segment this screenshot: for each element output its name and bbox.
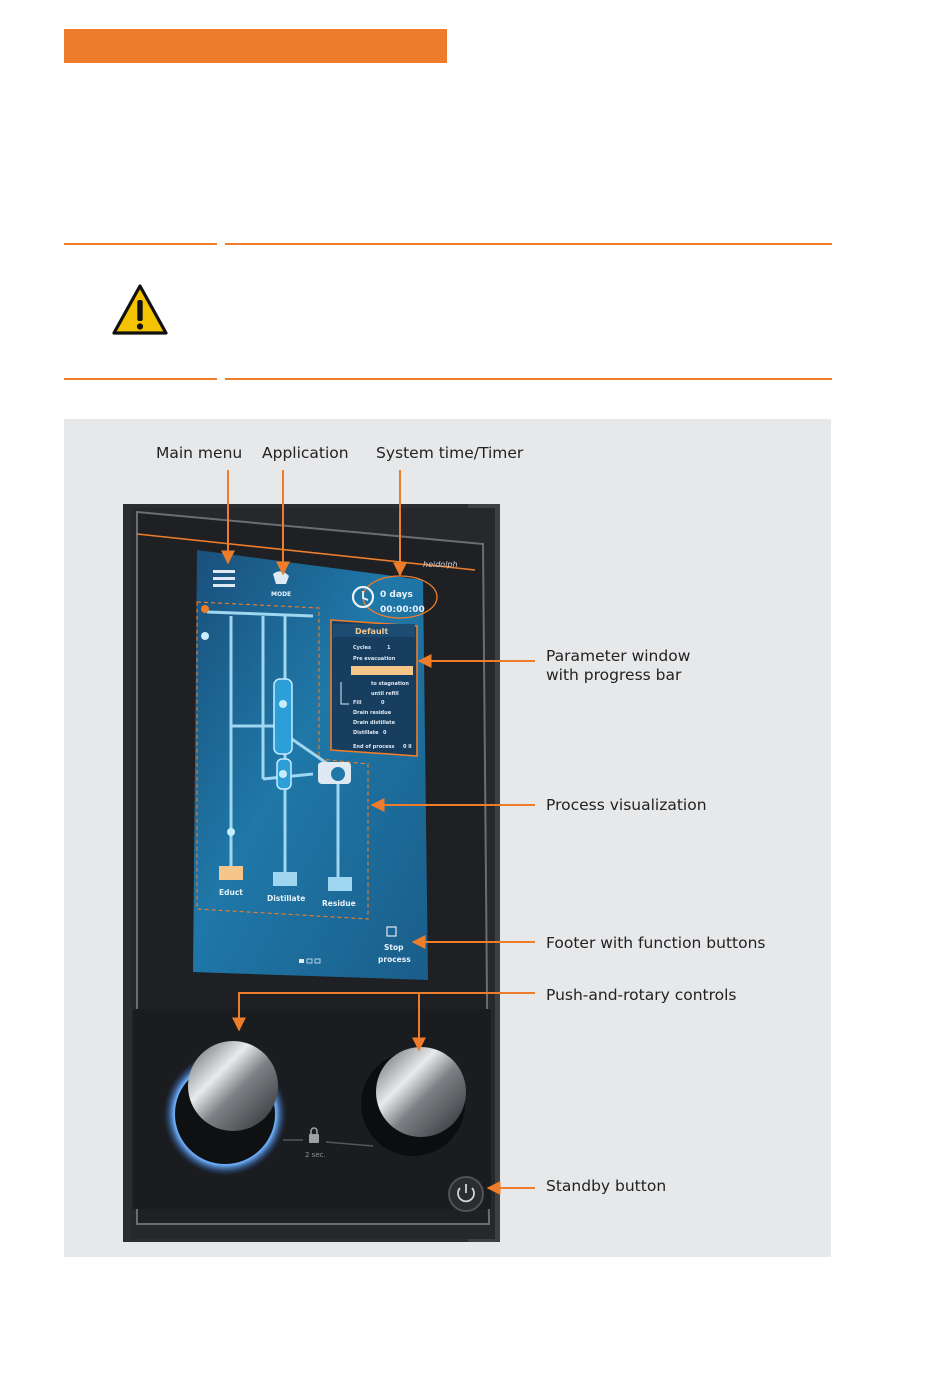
callout-standby: Standby button [546,1177,667,1195]
flask-label-residue: Residue [322,899,356,908]
callout-parameter-window-1: Parameter window [546,647,691,665]
param-value-5: 0 [381,700,385,706]
flask-label-educt: Educt [219,888,243,897]
param-row-0: Cycles [353,645,371,651]
callout-main-menu: Main menu [156,444,243,462]
param-row-8: Distillate [353,730,379,736]
param-value-0: 1 [387,645,391,651]
svg-text:Stop: Stop [384,943,404,952]
parameter-window-title: Default [355,627,389,636]
param-row-5: Fill [353,700,362,706]
timer-time: 00:00:00 [380,605,425,615]
leader-push-rotary-left [239,993,535,1030]
param-value-8: 0 [383,730,387,736]
callout-parameter-window-2: with progress bar [546,666,682,684]
param-row-4: until refill [371,691,399,697]
param-row-1: Pre evacuation [353,656,396,662]
param-row-7: Drain distillate [353,720,395,726]
timer-days: 0 days [380,590,413,600]
flask-label-distillate: Distillate [267,894,306,903]
callout-system-time: System time/Timer [376,444,524,462]
callout-process-visualization: Process visualization [546,796,707,814]
svg-text:process: process [378,955,411,964]
param-row-9: End of process [353,744,395,750]
lock-duration-label: 2 sec. [305,1151,326,1159]
callout-application: Application [262,444,349,462]
svg-text:MODE: MODE [271,591,292,598]
callout-push-rotary: Push-and-rotary controls [546,986,737,1004]
param-value-9: 0 ll [403,744,412,750]
brand-logo: heidolph [423,560,458,569]
callout-footer: Footer with function buttons [546,934,766,952]
param-row-6: Drain residue [353,710,392,716]
param-row-3: to stagnation [371,681,409,687]
